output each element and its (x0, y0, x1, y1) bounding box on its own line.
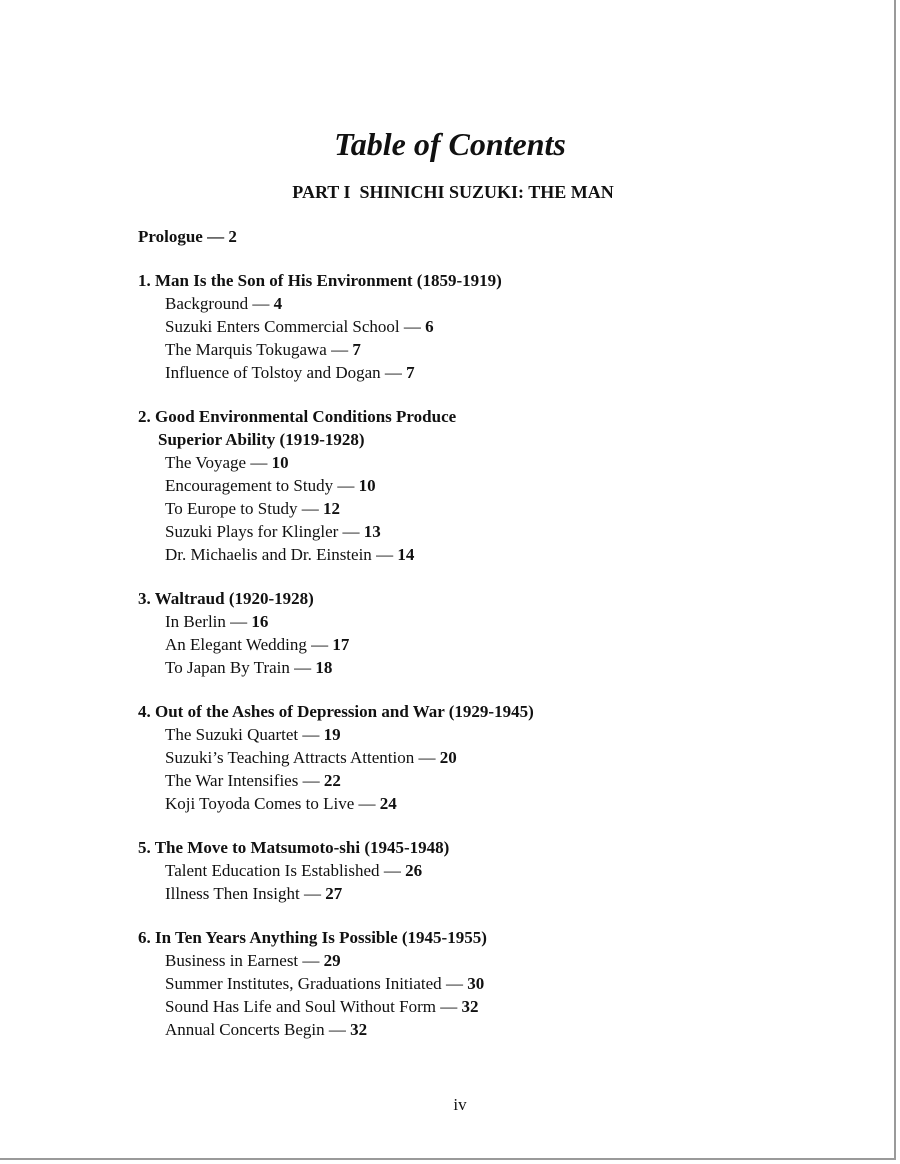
toc-entry[interactable] (138, 610, 838, 633)
toc-entry[interactable] (138, 792, 838, 815)
toc-entry-page: 13 (363, 522, 381, 541)
toc-entry-page: 18 (315, 658, 333, 677)
part-heading: PART I SHINICHI SUZUKI: THE MAN (292, 182, 614, 202)
chapter-5 (138, 836, 838, 905)
dash: — (252, 294, 270, 313)
toc-entry-text: Illness Then Insight (165, 884, 300, 903)
dash: — (250, 453, 268, 472)
chapter-3 (138, 587, 838, 679)
chapter-title-text: 1. Man Is the Son of His Environment (1859-1919) (138, 271, 502, 290)
dash: — (331, 340, 349, 359)
toc-entry-text: To Japan By Train (165, 658, 290, 677)
chapter-6 (138, 926, 838, 1041)
toc-entry-text: Encouragement to Study (165, 476, 334, 495)
chapter-title-text: 3. Waltraud (1920-1928) (138, 589, 314, 608)
toc-entry[interactable] (138, 1018, 838, 1041)
chapter-list (138, 269, 838, 1041)
toc-entry-page: 17 (332, 635, 350, 654)
dash: — (337, 476, 355, 495)
toc-entry-page: 20 (439, 748, 457, 767)
chapter-title[interactable] (138, 405, 838, 451)
page-number: iv (453, 1095, 467, 1114)
dash: — (440, 997, 458, 1016)
chapter-title[interactable] (138, 836, 838, 859)
toc-entry[interactable] (138, 859, 838, 882)
toc-entry-text: To Europe to Study (165, 499, 298, 518)
toc-entry-text: Suzuki Plays for Klingler (165, 522, 339, 541)
toc-entry[interactable] (138, 497, 838, 520)
toc-entry-page: 29 (323, 951, 341, 970)
toc-entry-text: The Voyage (165, 453, 247, 472)
table-of-contents (138, 225, 838, 1062)
chapter-title[interactable] (138, 269, 838, 292)
toc-entry[interactable] (138, 361, 838, 384)
toc-entry[interactable] (138, 292, 838, 315)
toc-entry[interactable] (138, 520, 838, 543)
dash: — (445, 974, 463, 993)
toc-entry-text: Suzuki Enters Commercial School (165, 317, 400, 336)
toc-entry-page: 22 (323, 771, 341, 790)
dash: — (301, 499, 319, 518)
toc-entry-text: The War Intensifies (165, 771, 299, 790)
toc-entry[interactable] (138, 746, 838, 769)
dash: — (207, 227, 225, 246)
toc-entry-page: 19 (323, 725, 341, 744)
dash: — (302, 951, 320, 970)
dash: — (418, 748, 436, 767)
toc-entry-page: 32 (350, 1020, 368, 1039)
chapter-title[interactable] (138, 700, 838, 723)
toc-entry[interactable] (138, 474, 838, 497)
toc-entry-page: 4 (273, 294, 283, 313)
chapter-title-text: 4. Out of the Ashes of Depression and War (1929-1945) (138, 702, 534, 721)
toc-entry-text: The Marquis Tokugawa (165, 340, 327, 359)
dash: — (403, 317, 421, 336)
toc-entry-page: 27 (325, 884, 343, 903)
chapter-1 (138, 269, 838, 384)
prologue-label: Prologue (138, 227, 203, 246)
toc-entry[interactable] (138, 723, 838, 746)
chapter-title-text: 6. In Ten Years Anything Is Possible (1945-1955) (138, 928, 487, 947)
dash: — (294, 658, 312, 677)
dash: — (230, 612, 248, 631)
prologue-page: 2 (228, 227, 237, 246)
toc-entry-page: 7 (406, 363, 415, 382)
toc-entry-page: 6 (425, 317, 434, 336)
dash: — (376, 545, 394, 564)
toc-entry-text: Annual Concerts Begin (165, 1020, 325, 1039)
toc-entry-page: 26 (405, 861, 423, 880)
toc-entry[interactable] (138, 949, 838, 972)
toc-entry[interactable] (138, 882, 838, 905)
toc-entry-page: 7 (352, 340, 361, 359)
chapter-2 (138, 405, 838, 566)
toc-entry-text: Summer Institutes, Graduations Initiated (165, 974, 442, 993)
chapter-title-continuation: Superior Ability (1919-1928) (158, 430, 365, 449)
chapter-title[interactable] (138, 926, 838, 949)
dash: — (384, 363, 402, 382)
toc-entry-page: 32 (461, 997, 479, 1016)
chapter-title[interactable] (138, 587, 838, 610)
toc-entry-text: Sound Has Life and Soul Without Form (165, 997, 436, 1016)
chapter-4 (138, 700, 838, 815)
toc-entry-page: 10 (271, 453, 289, 472)
toc-entry[interactable] (138, 338, 838, 361)
toc-entry-text: Talent Education Is Established (165, 861, 380, 880)
dash: — (358, 794, 376, 813)
toc-entry-text: Influence of Tolstoy and Dogan (165, 363, 381, 382)
dash: — (311, 635, 329, 654)
toc-entry-text: Background (165, 294, 249, 313)
dash: — (342, 522, 360, 541)
toc-entry[interactable] (138, 633, 838, 656)
dash: — (302, 771, 320, 790)
toc-entry-text: Business in Earnest (165, 951, 299, 970)
toc-entry-text: In Berlin (165, 612, 226, 631)
toc-entry-text: The Suzuki Quartet (165, 725, 299, 744)
dash: — (302, 725, 320, 744)
toc-entry[interactable] (138, 972, 838, 995)
page-title: Table of Contents (334, 126, 566, 162)
toc-entry[interactable] (138, 995, 838, 1018)
dash: — (383, 861, 401, 880)
toc-entry[interactable] (138, 543, 838, 566)
chapter-title-text: 5. The Move to Matsumoto-shi (1945-1948) (138, 838, 450, 857)
dash: — (303, 884, 321, 903)
toc-entry[interactable] (138, 769, 838, 792)
toc-entry-page: 12 (322, 499, 340, 518)
toc-entry-page: 24 (379, 794, 397, 813)
toc-entry-text: An Elegant Wedding (165, 635, 307, 654)
toc-entry-page: 14 (397, 545, 415, 564)
toc-entry-page: 16 (251, 612, 269, 631)
dash: — (328, 1020, 346, 1039)
toc-entry-text: Koji Toyoda Comes to Live (165, 794, 355, 813)
toc-entry-text: Suzuki’s Teaching Attracts Attention (165, 748, 415, 767)
chapter-title-text: 2. Good Environmental Conditions Produce (138, 407, 457, 426)
toc-entry-page: 10 (358, 476, 376, 495)
prologue-entry[interactable] (138, 225, 838, 248)
toc-entry[interactable] (138, 656, 838, 679)
toc-entry[interactable] (138, 451, 838, 474)
toc-entry-text: Dr. Michaelis and Dr. Einstein (165, 545, 372, 564)
toc-entry[interactable] (138, 315, 838, 338)
toc-entry-page: 30 (467, 974, 485, 993)
